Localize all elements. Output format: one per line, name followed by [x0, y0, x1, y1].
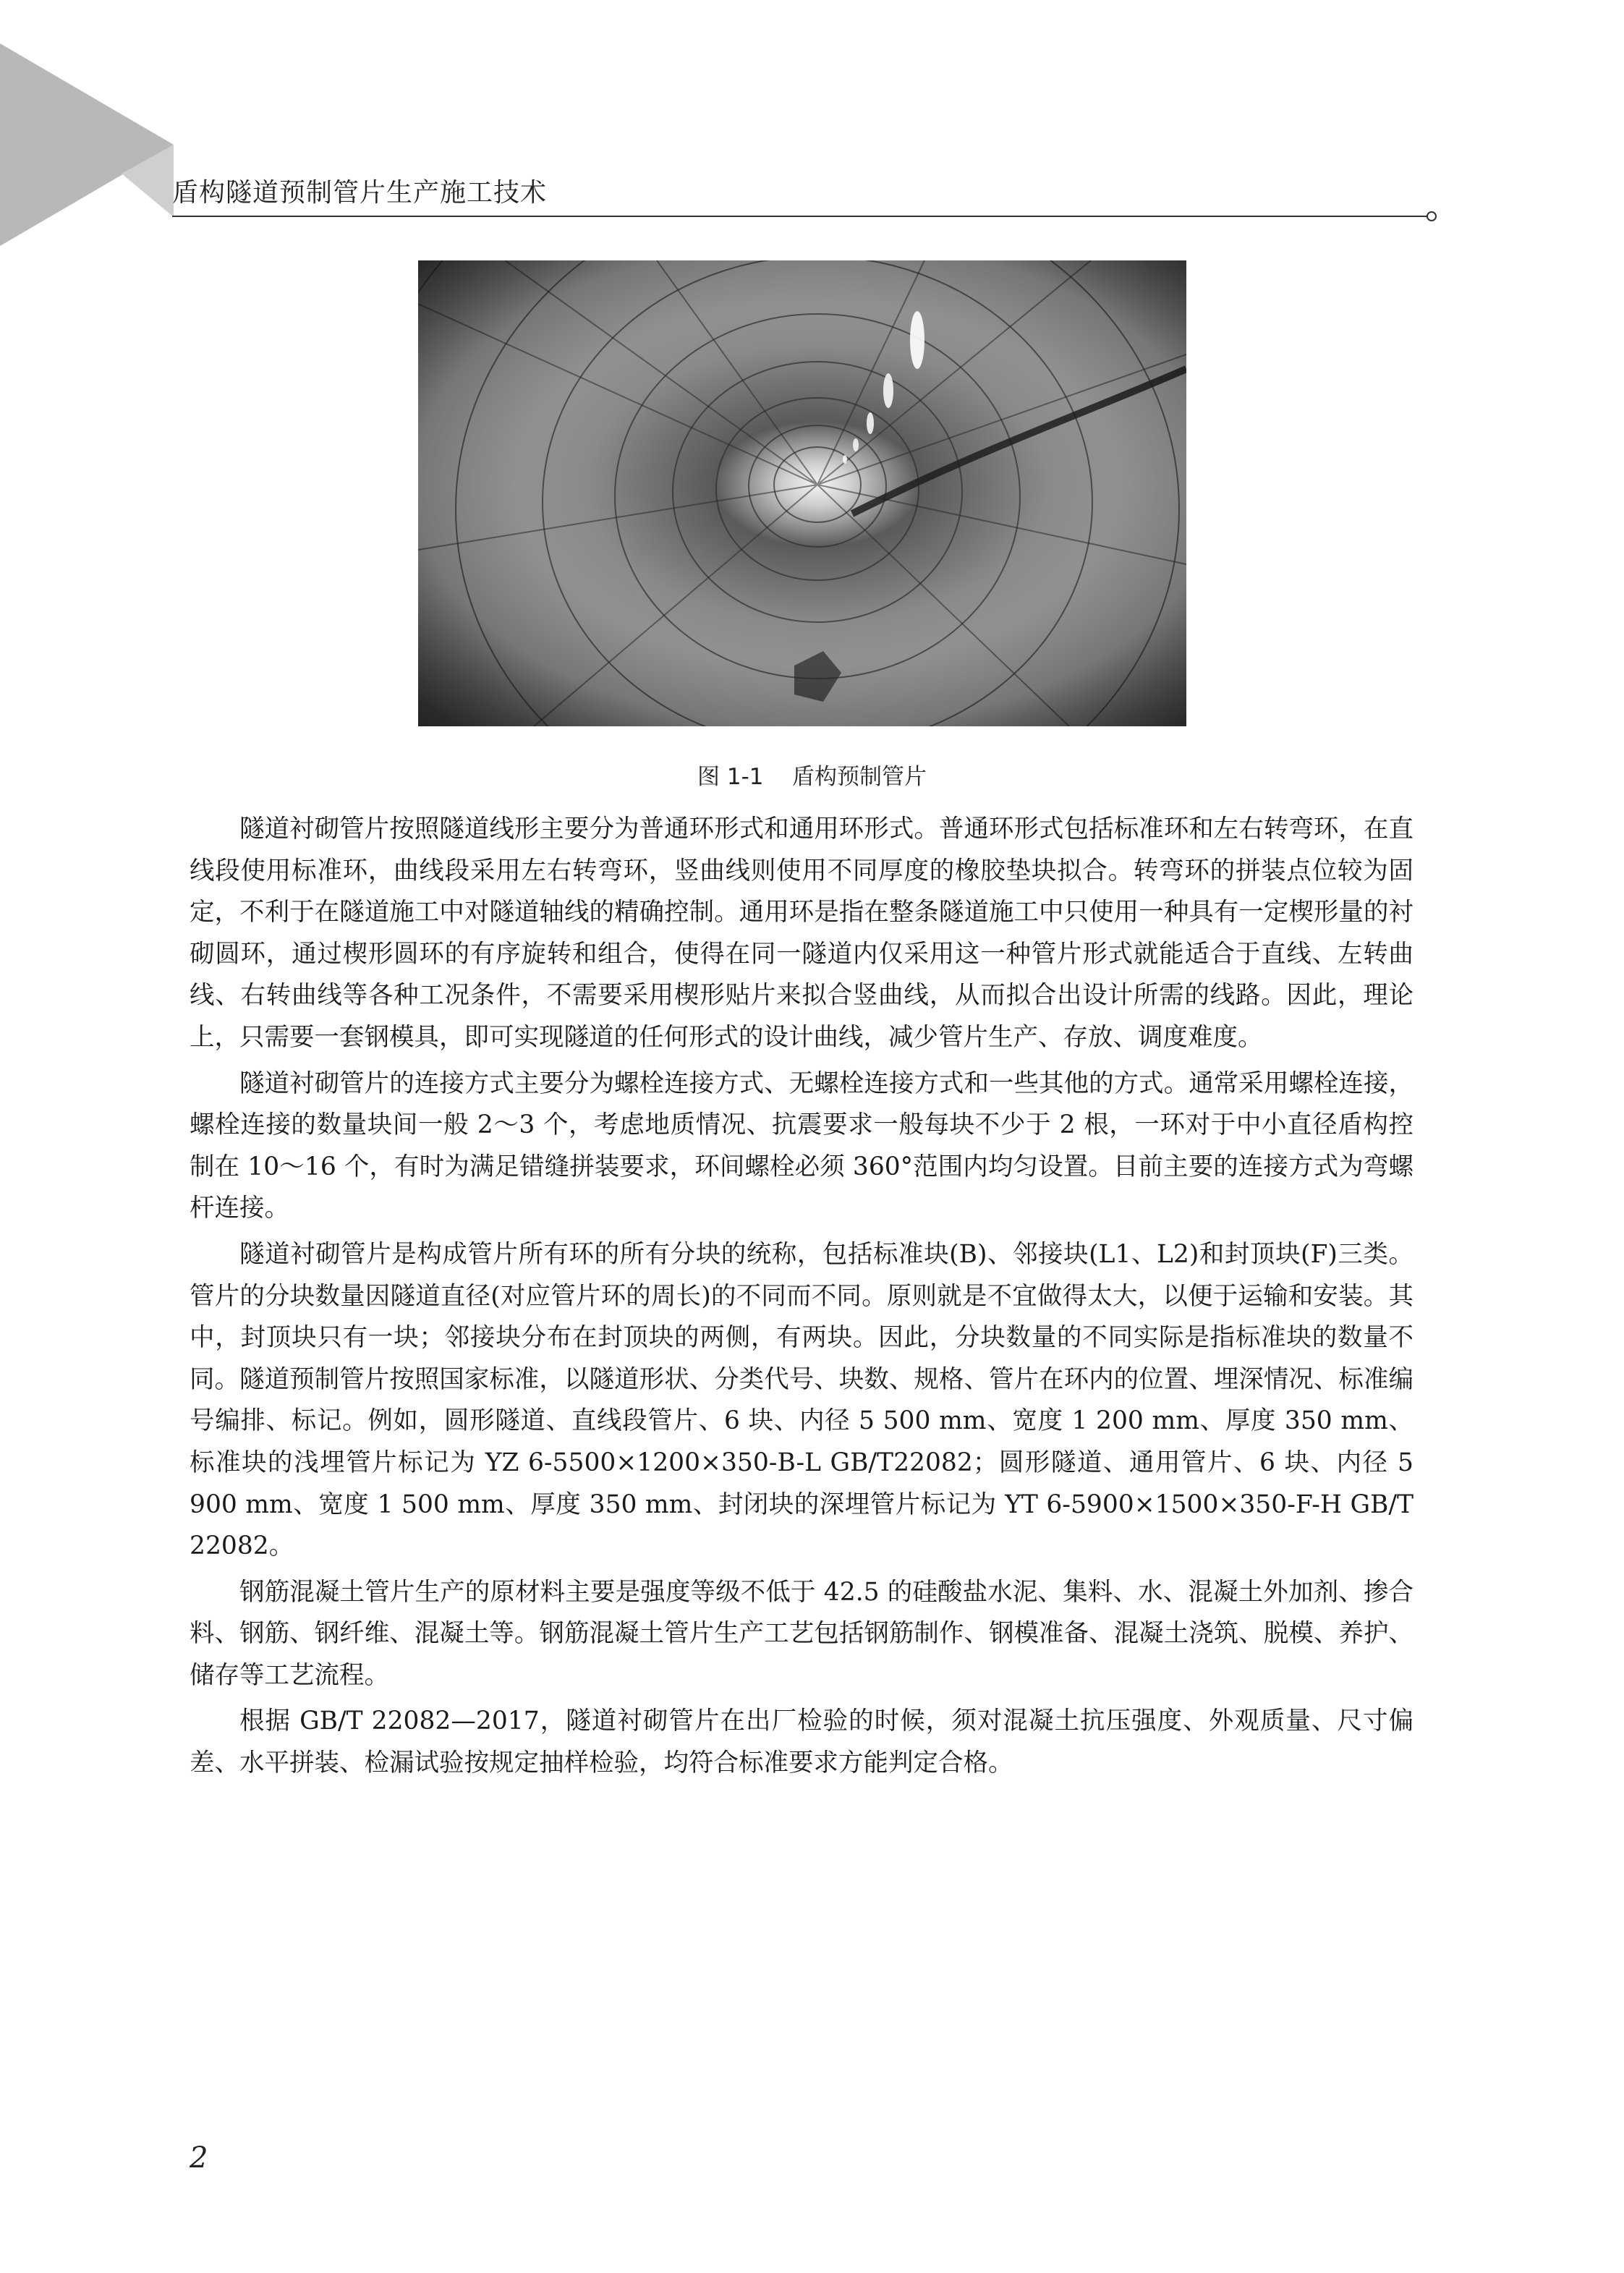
tunnel-photo — [418, 260, 1186, 726]
page-number: 2 — [190, 2141, 208, 2175]
figure-caption-number: 图 1-1 — [697, 764, 764, 790]
header-rule-endpoint — [1427, 211, 1437, 221]
running-header-title: 盾构隧道预制管片生产施工技术 — [172, 178, 548, 208]
paragraph: 钢筋混凝土管片生产的原材料主要是强度等级不低于 42.5 的硅酸盐水泥、集料、水、混凝土外加剂、掺合料、钢筋、钢纤维、混凝土等。钢筋混凝土管片生产工艺包括钢筋制作、钢模准备、混凝土浇筑、脱模、养护、储存等工艺流程。 — [190, 1577, 1413, 1690]
paragraph: 根据 GB/T 22082—2017，隧道衬砌管片在出厂检验的时候，须对混凝土抗压强度、外观质量、尺寸偏差、水平拼装、检漏试验按规定抽样检验，均符合标准要求方能判定合格。 — [190, 1707, 1413, 1778]
corner-decoration — [0, 0, 174, 250]
body-text — [190, 809, 1413, 1789]
figure-caption — [0, 758, 1624, 791]
paragraph: 隧道衬砌管片的连接方式主要分为螺栓连接方式、无螺栓连接方式和一些其他的方式。通常采用螺栓连接，螺栓连接的数量块间一般 2～3 个，考虑地质情况、抗震要求一般每块不少于 2 根，一环对于中小直径盾构控制在 10～16 个，有时为满足错缝拼装要求，环间螺栓必须 360°范围内均匀设置。目前主要的连接方式为弯螺杆连接。 — [190, 1068, 1413, 1223]
paragraph: 隧道衬砌管片是构成管片所有环的所有分块的统称，包括标准块(B)、邻接块(L1、L2)和封顶块(F)三类。管片的分块数量因隧道直径(对应管片环的周长)的不同而不同。原则就是不宜做得太大，以便于运输和安装。其中，封顶块只有一块；邻接块分布在封顶块的两侧，有两块。因此，分块数量的不同实际是指标准块的数量不同。隧道预制管片按照国家标准，以隧道形状、分类代号、块数、规格、管片在环内的位置、埋深情况、标准编号编排、标记。例如，圆形隧道、直线段管片、6 块、内径 5 500 mm、宽度 1 200 mm、厚度 350 mm、标准块的浅埋管片标记为 YZ 6-5500×1200×350-B-L GB/T22082；圆形隧道、通用管片、6 块、内径 5 900 mm、宽度 1 500 mm、厚度 350 mm、封闭块的深埋管片标记为 YT 6-5900×1500×350-F-H GB/T 22082。 — [190, 1239, 1413, 1561]
tunnel-illustration — [418, 260, 1186, 726]
paragraph: 隧道衬砌管片按照隧道线形主要分为普通环形式和通用环形式。普通环形式包括标准环和左右转弯环，在直线段使用标准环，曲线段采用左右转弯环，竖曲线则使用不同厚度的橡胶垫块拟合。转弯环的拼装点位较为固定，不利于在隧道施工中对隧道轴线的精确控制。通用环是指在整条隧道施工中只使用一种具有一定楔形量的衬砌圆环，通过楔形圆环的有序旋转和组合，使得在同一隧道内仅采用这一种管片形式就能适合于直线、左转曲线、右转曲线等各种工况条件，不需要采用楔形贴片来拟合竖曲线，从而拟合出设计所需的线路。因此，理论上，只需要一套钢模具，即可实现隧道的任何形式的设计曲线，减少管片生产、存放、调度难度。 — [190, 815, 1413, 1052]
header-rule — [172, 216, 1431, 217]
figure-caption-text: 盾构预制管片 — [791, 764, 927, 790]
